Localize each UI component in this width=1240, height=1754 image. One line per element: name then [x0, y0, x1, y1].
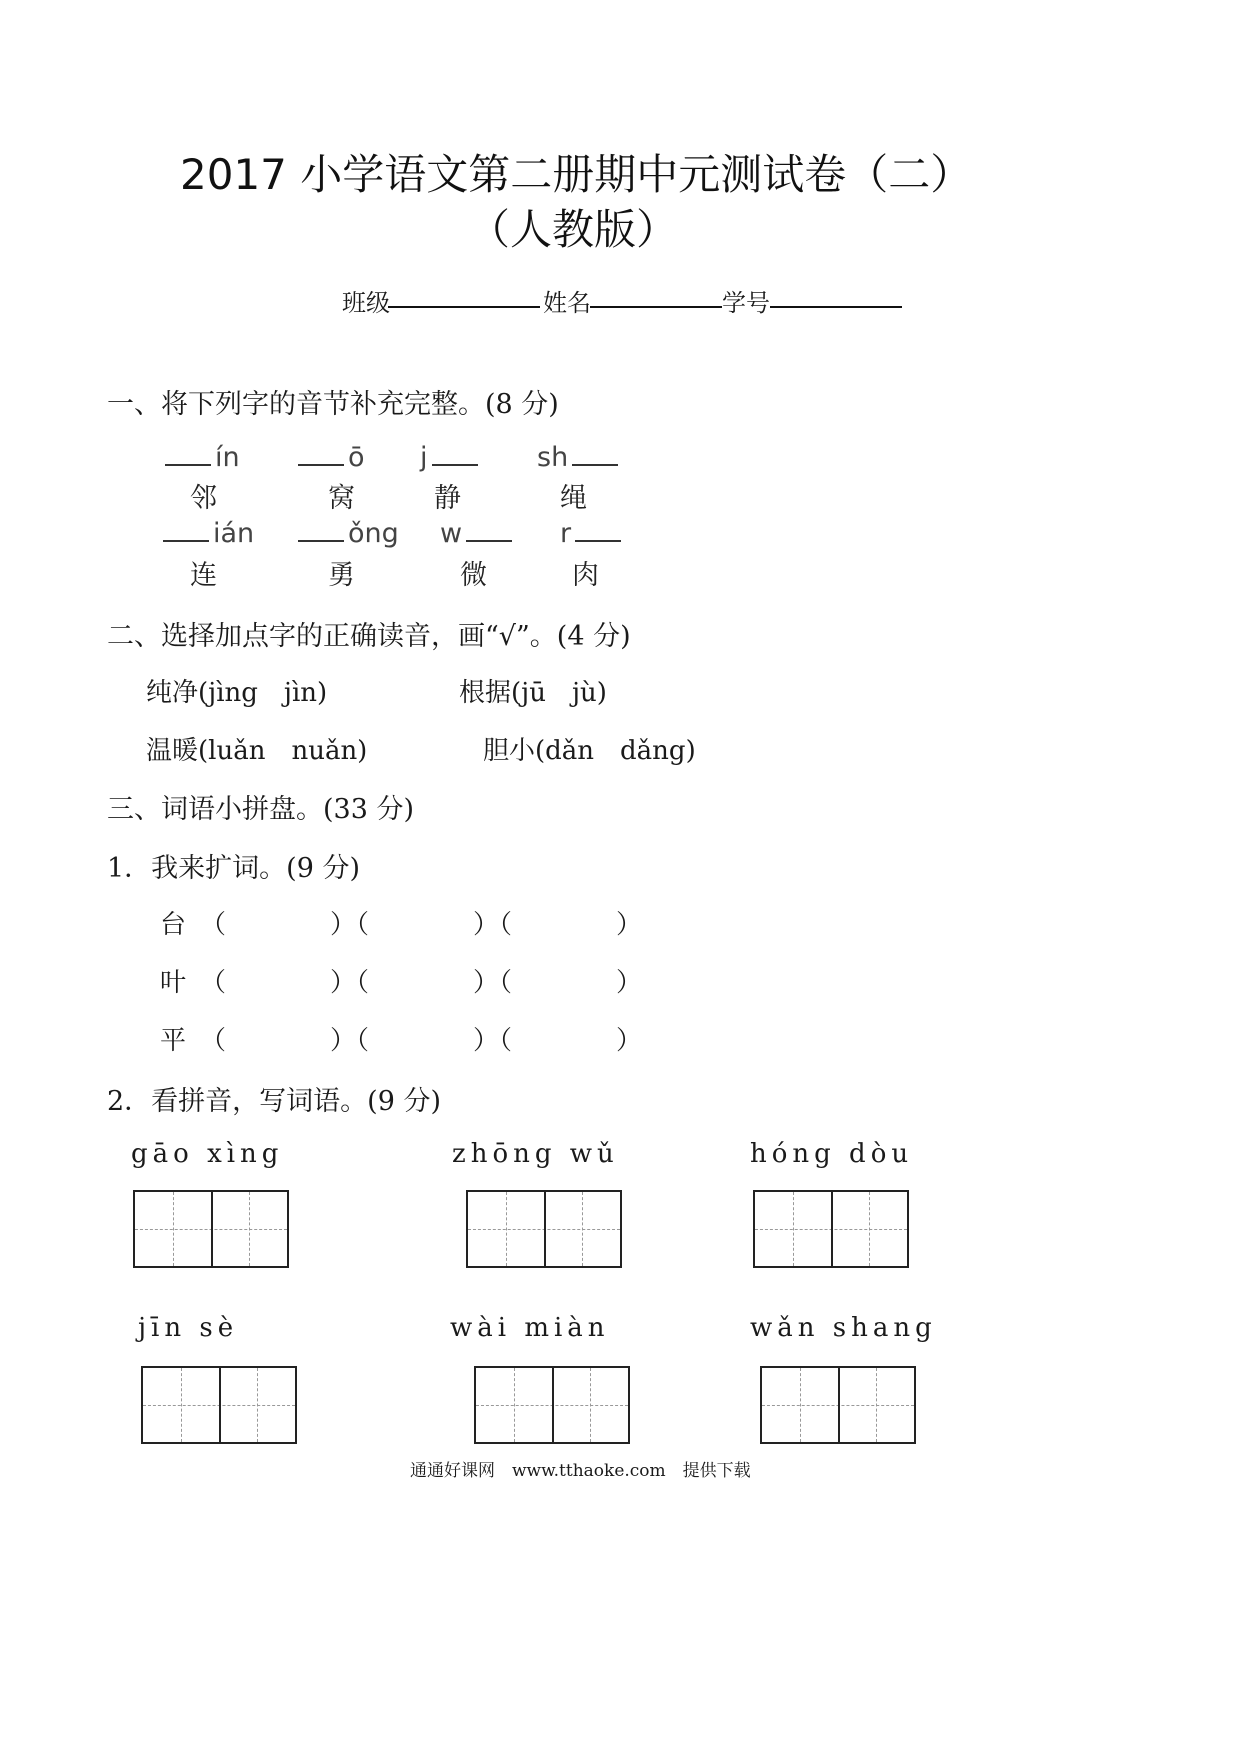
- writing-grid[interactable]: [466, 1190, 622, 1268]
- section2-heading: 二、选择加点字的正确读音，画“√”。(4 分): [107, 621, 631, 652]
- pinyin-word: jīn sè: [138, 1313, 239, 1343]
- writing-grid[interactable]: [760, 1366, 916, 1444]
- pinyin-word: wǎn shang: [750, 1313, 937, 1343]
- part1-heading: 1．我来扩词。(9 分): [107, 853, 361, 884]
- writing-grid[interactable]: [133, 1190, 289, 1268]
- pinyin-item[interactable]: [560, 518, 625, 549]
- answer-blank[interactable]: [572, 462, 618, 466]
- number-label: 学号: [722, 289, 770, 317]
- expand-char: 台: [160, 910, 187, 940]
- section3-heading: 三、词语小拼盘。(33 分): [107, 794, 415, 825]
- writing-grid[interactable]: [474, 1366, 630, 1444]
- hanzi-char: 勇: [328, 560, 355, 591]
- number-field[interactable]: [770, 306, 902, 308]
- hanzi-char: 肉: [572, 560, 599, 591]
- hanzi-char: 窝: [328, 483, 355, 514]
- expand-answers[interactable]: （ ）（ ）（ ）: [200, 1026, 643, 1056]
- writing-grid[interactable]: [141, 1366, 297, 1444]
- expand-answers[interactable]: （ ）（ ）（ ）: [200, 910, 643, 940]
- pinyin-text: j: [420, 442, 428, 473]
- pinyin-text: ō: [348, 442, 365, 473]
- part2-heading: 2．看拼音，写词语。(9 分): [107, 1086, 442, 1117]
- reading-choice[interactable]: 胆小(dǎn dǎng): [483, 736, 696, 766]
- answer-blank[interactable]: [432, 462, 478, 466]
- pinyin-word: zhōng wǔ: [452, 1139, 619, 1169]
- hanzi-char: 微: [460, 560, 487, 591]
- answer-blank[interactable]: [575, 538, 621, 542]
- pinyin-word: wài miàn: [450, 1313, 610, 1343]
- class-field[interactable]: [388, 306, 540, 308]
- pinyin-text: sh: [537, 442, 569, 473]
- answer-blank[interactable]: [466, 538, 512, 542]
- pinyin-text: ǒng: [348, 518, 399, 549]
- hanzi-char: 绳: [560, 483, 587, 514]
- expand-char: 平: [160, 1026, 187, 1056]
- pinyin-text: w: [440, 518, 463, 549]
- page-title: 2017 小学语文第二册期中元测试卷（二）: [180, 150, 973, 199]
- answer-blank[interactable]: [165, 462, 211, 466]
- pinyin-item[interactable]: [537, 442, 622, 473]
- answer-blank[interactable]: [298, 538, 344, 542]
- class-label: 班级: [342, 289, 390, 317]
- pinyin-item[interactable]: [165, 442, 240, 473]
- pinyin-word: gāo xìng: [131, 1139, 284, 1169]
- answer-blank[interactable]: [298, 462, 344, 466]
- reading-choice[interactable]: 根据(jū jù): [459, 678, 607, 708]
- pinyin-item[interactable]: [420, 442, 482, 473]
- writing-grid[interactable]: [753, 1190, 909, 1268]
- expand-answers[interactable]: （ ）（ ）（ ）: [200, 968, 643, 998]
- hanzi-char: 静: [434, 483, 461, 514]
- pinyin-word: hóng dòu: [750, 1139, 914, 1169]
- footer-credit: 通通好课网 www.tthaoke.com 提供下载: [410, 1461, 751, 1481]
- page-subtitle: （人教版）: [468, 205, 679, 254]
- answer-blank[interactable]: [163, 538, 209, 542]
- expand-char: 叶: [160, 968, 187, 998]
- reading-choice[interactable]: 温暖(luǎn nuǎn): [146, 736, 368, 766]
- name-field[interactable]: [590, 306, 722, 308]
- hanzi-char: 连: [190, 560, 217, 591]
- pinyin-text: r: [560, 518, 572, 549]
- pinyin-text: ián: [213, 518, 255, 549]
- hanzi-char: 邻: [190, 483, 217, 514]
- pinyin-item[interactable]: [440, 518, 516, 549]
- section1-heading: 一、将下列字的音节补充完整。(8 分): [107, 389, 559, 420]
- pinyin-text: ín: [215, 442, 240, 473]
- pinyin-item[interactable]: [163, 518, 254, 549]
- pinyin-item[interactable]: [298, 442, 365, 473]
- reading-choice[interactable]: 纯净(jìng jìn): [146, 678, 328, 708]
- name-label: 姓名: [543, 289, 591, 317]
- pinyin-item[interactable]: [298, 518, 399, 549]
